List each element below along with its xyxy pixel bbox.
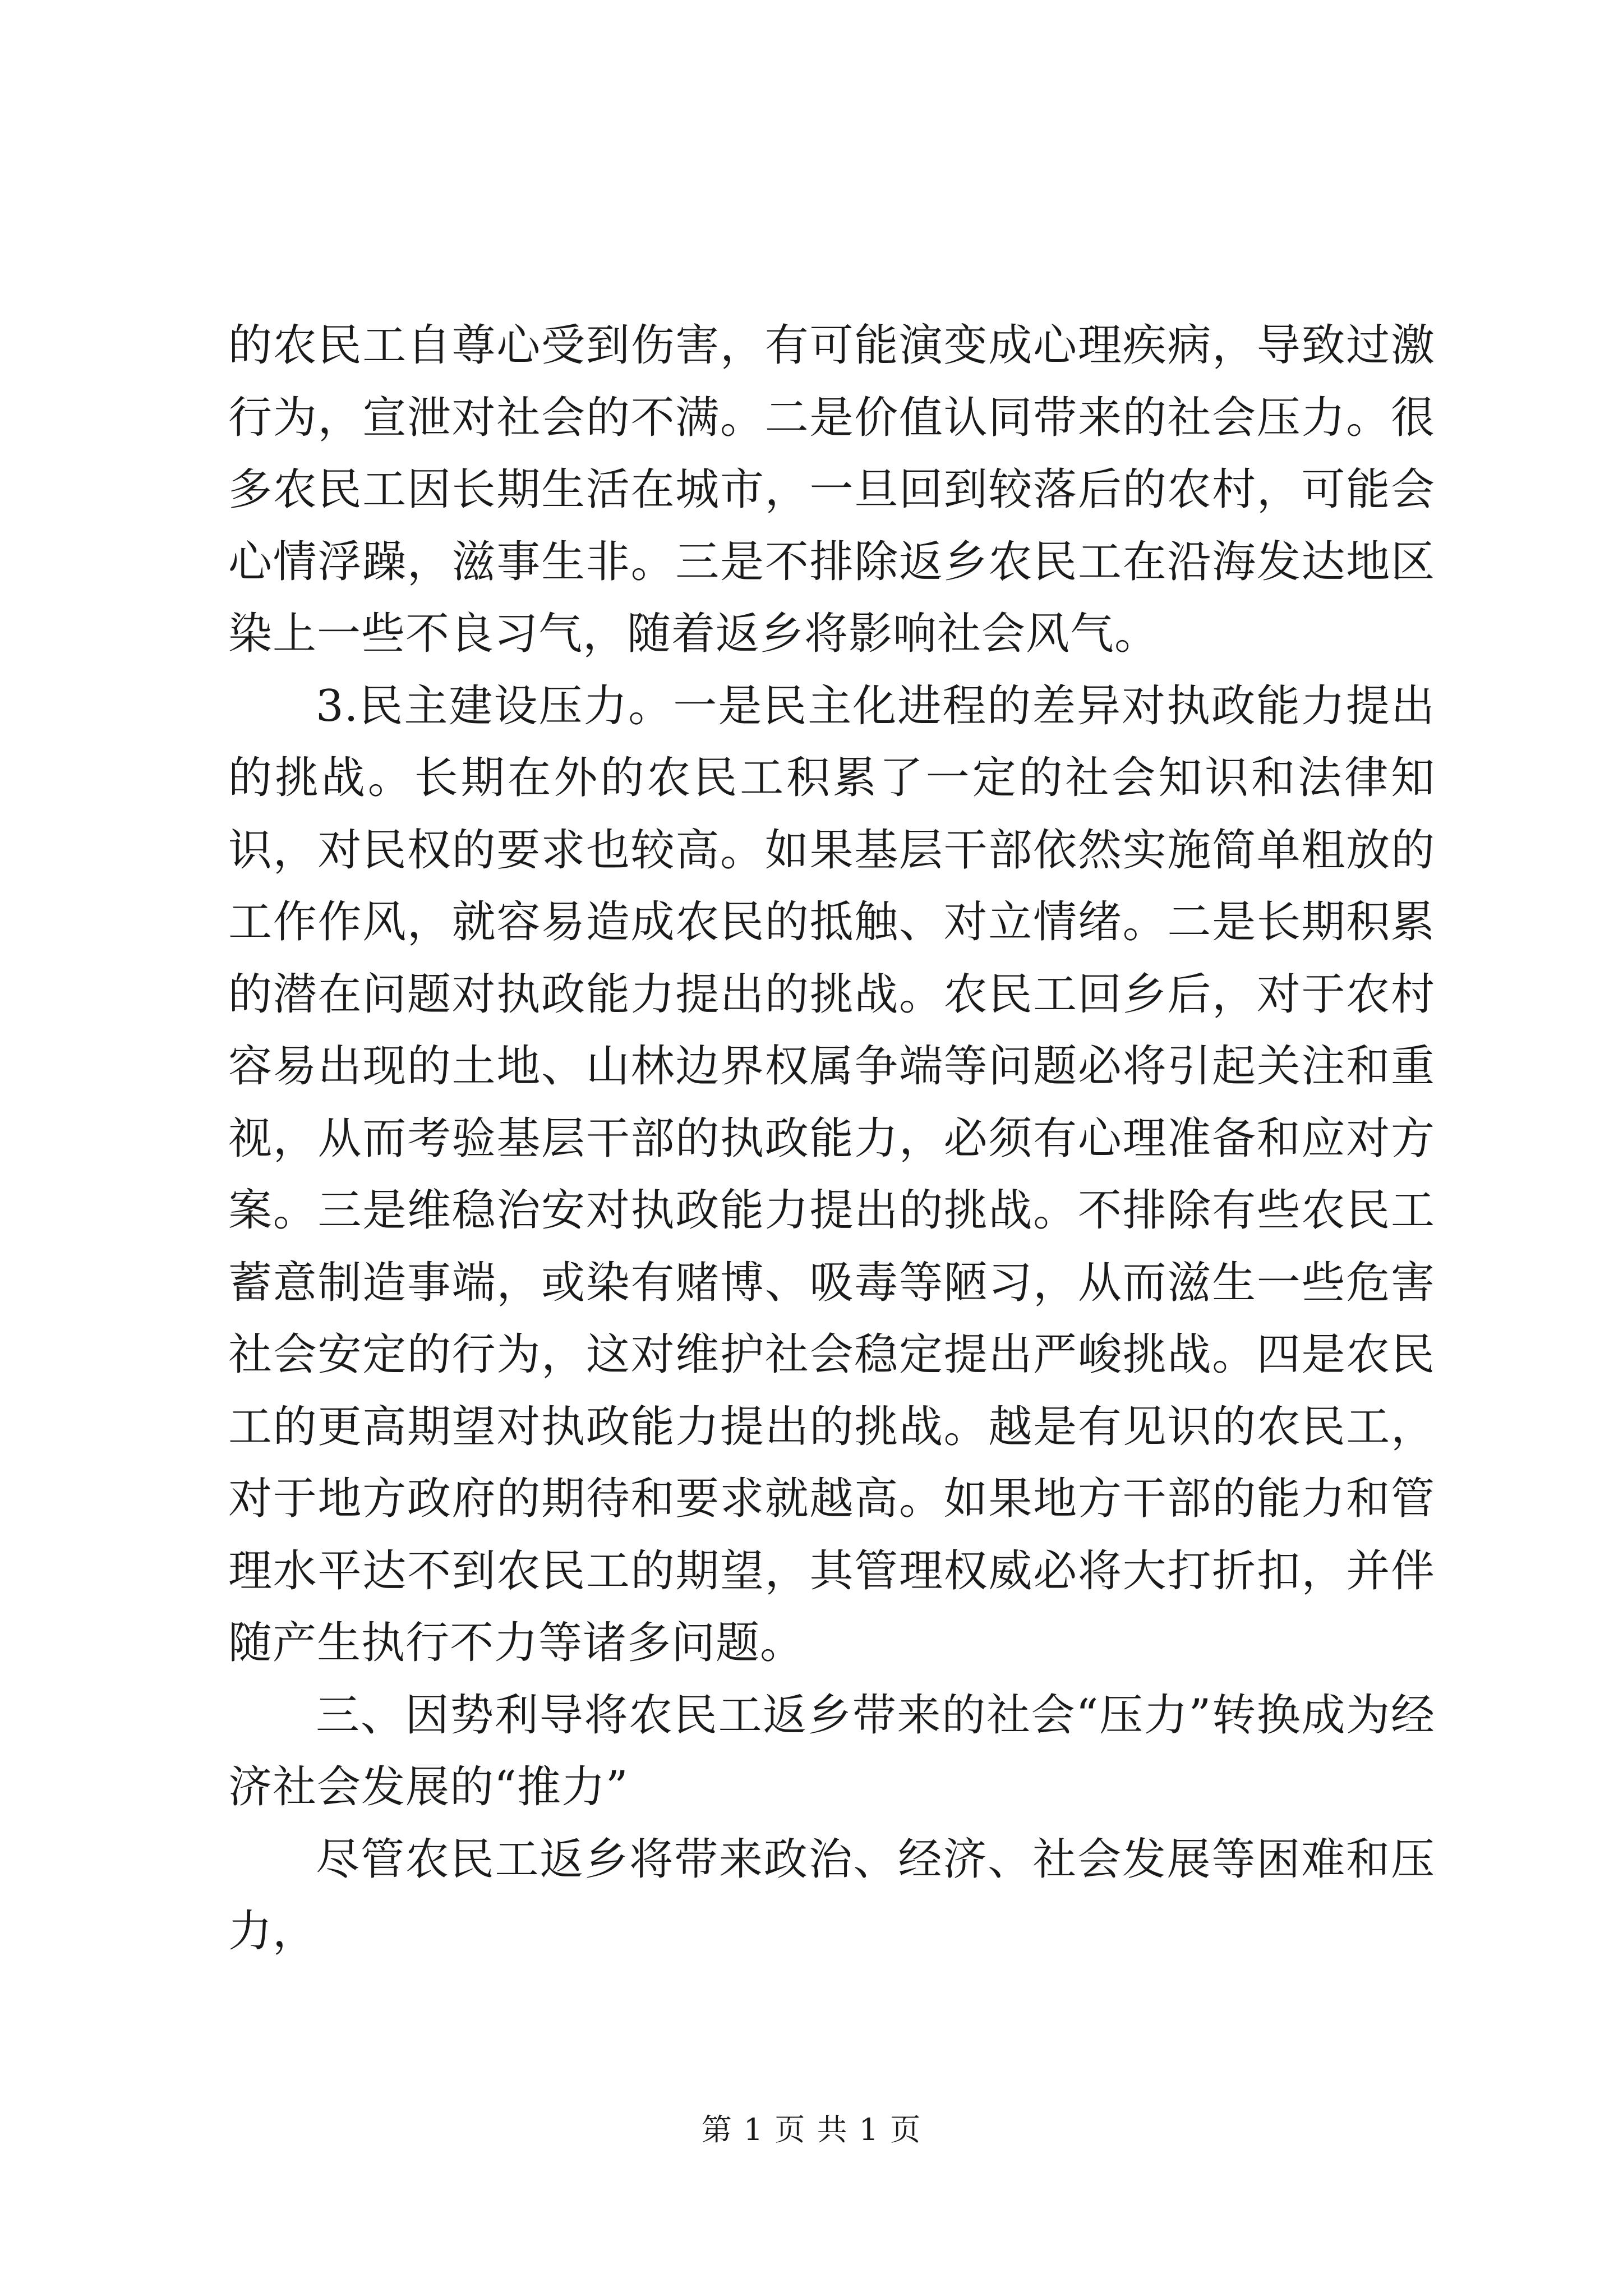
paragraph-2: 3.民主建设压力。一是民主化进程的差异对执政能力提出的挑战。长期在外的农民工积累了一定的社会知识和法律知识，对民权的要求也较高。如果基层干部依然实施简单粗放的工作作风，就容易造成农民的抵触、对立情绪。二是长期积累的潜在问题对执政能力提出的挑战。农民工回乡后，对于农村容易出现的土地、山林边界权属争端等问题必将引起关注和重视，从而考验基层干部的执政能力，必须有心理准备和应对方案。三是维稳治安对执政能力提出的挑战。不排除有些农民工蓄意制造事端，或染有赌博、吸毒等陋习，从而滋生一些危害社会安定的行为，这对维护社会稳定提出严峻挑战。四是农民工的更高期望对执政能力提出的挑战。越是有见识的农民工，对于地方政府的期待和要求就越高。如果地方干部的能力和管理水平达不到农民工的期望，其管理权威必将大打折扣，并伴随产生执行不力等诸多问题。 — [228, 680, 1435, 1668]
paragraph-1: 的农民工自尊心受到伤害，有可能演变成心理疾病，导致过激行为，宣泄对社会的不满。二是价值认同带来的社会压力。很多农民工因长期生活在城市，一旦回到较落后的农村，可能会心情浮躁，滋事生非。三是不排除返乡农民工在沿海发达地区染上一些不良习气，随着返乡将影响社会风气。 — [228, 320, 1435, 659]
paragraph-4: 尽管农民工返乡将带来政治、经济、社会发展等困难和压力， — [228, 1834, 1435, 1957]
page-footer: 第 1 页 共 1 页 — [701, 2112, 922, 2147]
document-body — [228, 310, 1435, 1968]
section-heading-3: 三、因势利导将农民工返乡带来的社会“压力”转换成为经济社会发展的“推力” — [228, 1690, 1435, 1812]
